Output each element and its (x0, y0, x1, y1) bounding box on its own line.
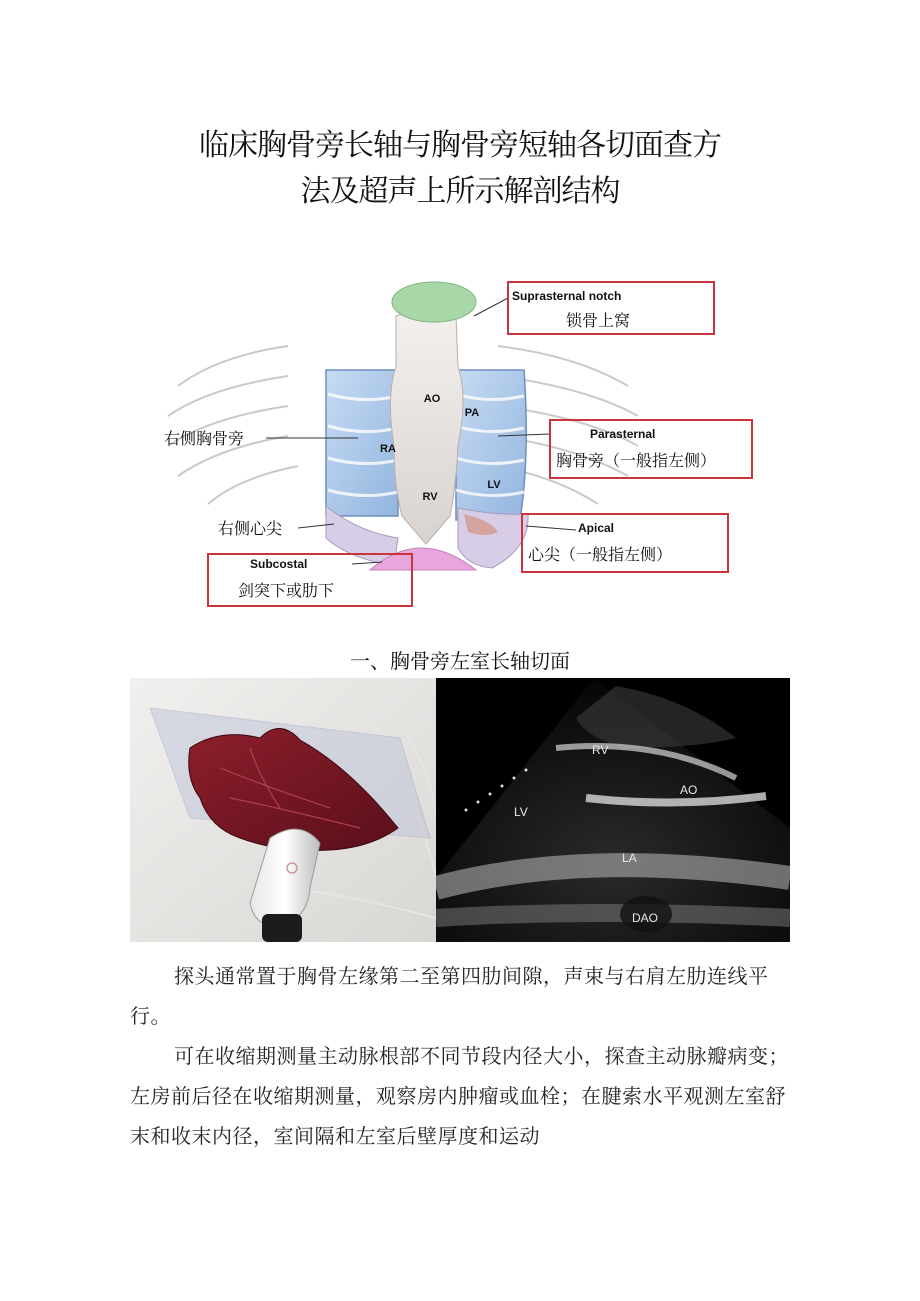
label-pa: PA (464, 407, 480, 419)
paragraph-measurements: 可在收缩期测量主动脉根部不同节段内径大小，探查主动脉瓣病变；左房前后径在收缩期测量，观察房内肿瘤或血栓；在腱索水平观测左室舒末和收末内径，室间隔和左室后壁厚度和运动 (130, 1044, 789, 1148)
callout-right-parasternal-cn: 右侧胸骨旁 (164, 429, 245, 448)
heart-probe-illustration (130, 678, 436, 942)
callout-suprasternal-cn: 锁骨上窝 (566, 311, 631, 330)
callout-apical-en: Apical (578, 521, 615, 535)
document-title-line1: 临床胸骨旁长轴与胸骨旁短轴各切面查方 (199, 128, 721, 163)
echo-label-dao: DAO (632, 911, 659, 925)
label-ra: RA (380, 443, 396, 455)
anatomy-diagram (158, 276, 758, 612)
callout-parasternal-en: Parasternal (590, 427, 656, 441)
document-title-line2: 法及超声上所示解剖结构 (300, 174, 620, 209)
callout-suprasternal-en: Suprasternal notch (512, 289, 622, 303)
label-ao: AO (423, 393, 441, 405)
suprasternal-zone (392, 282, 476, 322)
echo-label-ao: AO (680, 783, 698, 797)
callout-apical-cn: 心尖（一般指左侧） (528, 545, 673, 564)
label-lv: LV (487, 479, 501, 491)
sternum-heart (390, 311, 463, 544)
callout-right-apex-cn: 右侧心尖 (218, 519, 283, 538)
left-lung (456, 370, 526, 520)
echocardiogram-image (436, 678, 790, 942)
callout-subcostal-cn: 剑突下或肋下 (238, 581, 335, 600)
echo-label-lv: LV (514, 805, 528, 819)
callout-parasternal-cn: 胸骨旁（一般指左侧） (556, 451, 717, 470)
paragraph-probe-position: 探头通常置于胸骨左缘第二至第四肋间隙，声束与右肩左肋连线平行。 (130, 964, 769, 1028)
label-rv: RV (422, 491, 438, 503)
echo-label-rv: RV (592, 743, 609, 757)
echo-label-la: LA (622, 851, 637, 865)
section-heading: 一、胸骨旁左室长轴切面 (350, 649, 570, 673)
callout-subcostal-en: Subcostal (250, 557, 308, 571)
